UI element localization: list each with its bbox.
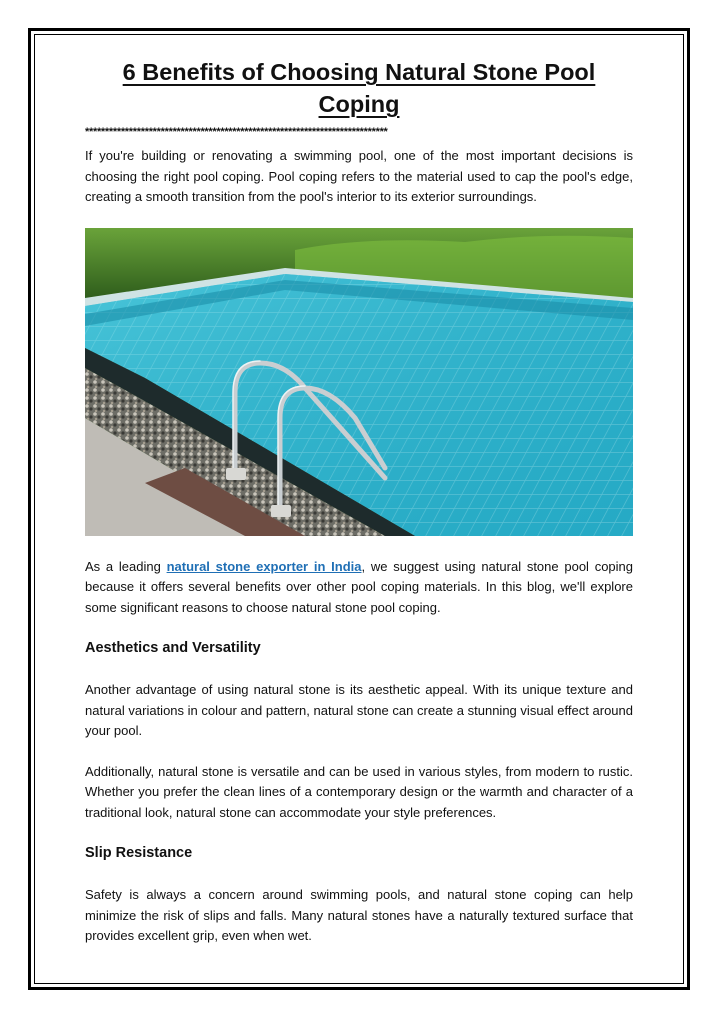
document-content [85,56,633,947]
intro-paragraph: If you're building or renovating a swimming pool, one of the most important decisions is choosing the right pool coping. Pool coping refers to the material used to cap the pool's edge, creating a smooth transition from the pool's interior to its exterior surroundings. [85,148,633,204]
title-separator: **************************************************************************** [85,126,388,138]
document-title: 6 Benefits of Choosing Natural Stone Pool Coping [122,59,596,117]
heading-aesthetics: Aesthetics and Versatility [85,640,261,656]
slip-resistance-paragraph: Safety is always a concern around swimming pools, and natural stone coping can help minimize the risk of slips and falls. Many natural stones have a naturally textured surface that provides excellent grip, even when wet. [85,887,633,943]
aesthetics-paragraph-2: Additionally, natural stone is versatile and can be used in various styles, from modern to rustic. Whether you prefer the clean lines of a contemporary design or the warmth and character of a traditional look, natural stone can accommodate your style preferences. [85,763,633,820]
exporter-paragraph [85,557,633,619]
aesthetics-paragraph-1: Another advantage of using natural stone is its aesthetic appeal. With its unique texture and natural variations in colour and pattern, natural stone can create a stunning visual effect around your pool. [85,682,633,738]
exporter-paragraph-lead: As a leading [85,558,167,574]
heading-slip-resistance: Slip Resistance [85,845,193,861]
swimming-pool-photo [85,228,633,536]
natural-stone-exporter-link[interactable]: natural stone exporter in India [166,558,362,574]
exporter-paragraph-rest: , we suggest using natural stone pool coping because it offers several benefits over other pool coping materials. In this blog, we'll explore some significant reasons to choose natural stone pool coping. [85,558,634,615]
